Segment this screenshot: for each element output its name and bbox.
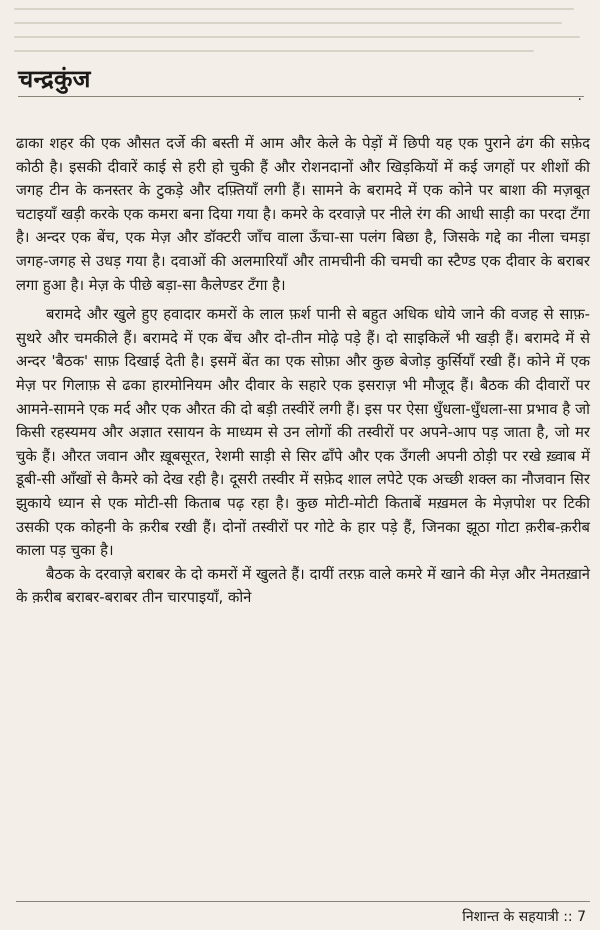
show-through-line — [14, 36, 580, 38]
footer-rule — [16, 901, 590, 902]
show-through-text — [0, 0, 600, 58]
chapter-title: चन्द्रकुंज — [18, 65, 91, 93]
chapter-body — [16, 132, 590, 610]
paragraph: बैठक के दरवाज़े बराबर के दो कमरों में खुलते हैं। दायीं तरफ़ वाले कमरे में खाने की मेज़ और नेमतख़ाने के क़रीब बराबर-बराबर तीन चारपाइयाँ, कोने — [16, 565, 590, 607]
paragraph: बरामदे और खुले हुए हवादार कमरों के लाल फ़र्श पानी से बहुत अधिक धोये जाने की वजह से साफ़-सुथरे और चमकीले हैं। बरामदे में एक बेंच और दो-तीन मोढ़े पड़े हैं। दो साइकिलें भी खड़ी हैं। बरामदे में से अन्दर 'बैठक' साफ़ दिखाई देती है। इसमें बेंत का एक सोफ़ा और कुछ बेजोड़ कुर्सियाँ रखी हैं। कोने में एक मेज़ पर गिलाफ़ से ढका हारमोनियम और दीवार के सहारे एक इसराज़ भी मौजूद हैं। बैठक की दीवारों पर आमने-सामने एक मर्द और एक औरत की दो बड़ी तस्वीरें लगी हैं। इस पर ऐसा धुँधला-धुँधला-सा प्रभाव है जो किसी रहस्यमय और अज्ञात रसायन के माध्यम से उन लोगों की तस्वीरों पर अपने-आप पड़ जाता है, जो मर चुके हैं। औरत जवान और ख़ूबसूरत, रेशमी साड़ी से सिर ढाँपे और एक उँगली अपनी ठोड़ी पर रखे ख़्वाब में डूबी-सी आँखों से कैमरे को देख रही है। दूसरी तस्वीर में सफ़ेद शाल लपेटे एक अच्छी शक्ल का नौजवान सिर झुकाये ध्यान से एक मोटी-सी किताब पढ़ रहा है। कुछ मोटी-मोटी किताबें मख़मल के मेज़पोश पर टिकी उसकी एक कोहनी के क़रीब रखी हैं। दोनों तस्वीरों पर गोटे के हार पड़े हैं, जिनका झूठा गोटा क़रीब-क़रीब काला पड़ चुका है। — [16, 306, 590, 560]
show-through-line — [14, 8, 574, 10]
show-through-line — [14, 22, 562, 24]
page-footer — [0, 897, 600, 930]
chapter-heading — [18, 62, 584, 98]
heading-rule — [18, 96, 584, 97]
paragraph: ढाका शहर की एक औसत दर्जे की बस्ती में आम और केले के पेड़ों में छिपी यह एक पुराने ढंग की सफ़ेद कोठी है। इसकी दीवारें काई से हरी हो चुकी हैं और रोशनदानों और खिड़कियों में कई जगहों पर शीशों की जगह टीन के कनस्तर के टुकड़े और दफ़्तियाँ लगी हैं। सामने के बरामदे में एक कोने पर बाशा की मज़बूत चटाइयाँ खड़ी करके एक कमरा बना दिया गया है। कमरे के दरवाज़े पर नीले रंग की आधी साड़ी का परदा टँगा है। अन्दर एक बेंच, एक मेज़ और डॉक्टरी जाँच वाला ऊँचा-सा पलंग बिछा है, जिसके गद्दे का नीला चमड़ा जगह-जगह से उधड़ गया है। दवाओं की अलमारियाँ और तामचीनी की चमची का स्टैण्ड एक दीवार के बराबर लगा हुआ है। मेज़ के पीछे बड़ा-सा कैलेण्डर टँगा है। — [16, 135, 590, 294]
running-head: निशान्त के सहयात्री :: 7 — [462, 909, 586, 925]
show-through-line — [14, 50, 534, 52]
